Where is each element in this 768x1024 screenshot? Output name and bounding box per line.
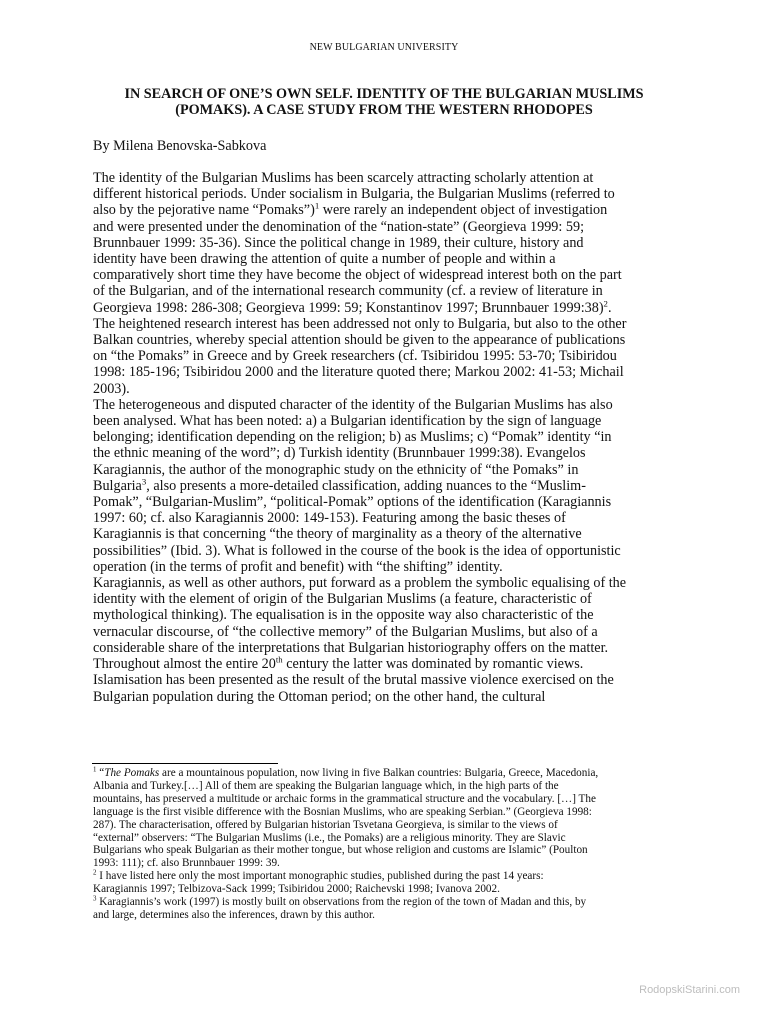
text-line: Brunnbauer 1999: 35-36). Since the political change in 1989, their culture, history and (93, 234, 584, 251)
footnote (93, 870, 693, 896)
footnote (93, 767, 693, 870)
text-fragment: I have listed here only the most important monographic studies, published during the past 14 years: (96, 870, 544, 883)
text-line: operation (in the terms of profit and benefit) with “the shifting” identity. (93, 558, 503, 575)
text-line: The identity of the Bulgarian Muslims has been scarcely attracting scholarly attention at (93, 170, 594, 186)
text-line: mythological thinking). The equalisation is in the opposite way also characteristic of the (93, 607, 594, 624)
footnote (93, 896, 693, 922)
text-line: 287). The characterisation, offered by Bulgarian historian Tsvetana Georgieva, is similar to the views of (93, 818, 558, 831)
footnote-mark: 2 (93, 868, 97, 877)
text-line: Balkan countries, whereby special attention should be given to the appearance of publications (93, 332, 626, 349)
text-line: Bulgarians who speak Bulgarian as their mother tongue, but whose religion and customs are Islamic” (Poulton (93, 844, 588, 857)
text-line: Karagiannis, as well as other authors, put forward as a problem the symbolic equalising of the (93, 575, 627, 592)
text-fragment: “ (96, 767, 105, 779)
footnote-ref: 1 (314, 200, 320, 211)
text-fragment: Throughout almost the entire 20 (93, 656, 276, 673)
text-line: vernacular discourse, of “the collective memory” of the Bulgarian Muslims, but also of a (93, 623, 598, 640)
paragraph (93, 575, 683, 705)
text-line: possibilities” (Ibid. 3). What is followed in the course of the book is the idea of opportunistic (93, 542, 621, 559)
title-line: (POMAKS). A CASE STUDY FROM THE WESTERN RHODOPES (175, 102, 593, 118)
text-fragment: Karagiannis’s work (1997) is mostly built on observations from the region of the town of Madan and this, by (96, 896, 587, 909)
text-line (93, 896, 693, 909)
text-line: Karagiannis 1997; Telbizova-Sack 1999; Tsibiridou 2000; Raichevski 1998; Ivanova 2002. (93, 883, 500, 896)
text-line: the ethnic meaning of the word”; d) Turkish identity (Brunnbauer 1999:38). Evangelos (93, 445, 586, 462)
text-line: 2003). (93, 380, 130, 397)
text-line: Karagiannis, the author of the monographic study on the ethnicity of “the Pomaks” in (93, 461, 579, 478)
text-line: Karagiannis is that concerning “the theory of marginality as a theory of the alternative (93, 526, 582, 543)
site-watermark: RodopskiStarini.com (639, 984, 740, 996)
text-fragment: Bulgaria (93, 477, 142, 494)
text-fragment: were rarely an independent object of investigation (319, 202, 608, 219)
text-line: Pomak”, “Bulgarian-Muslim”, “political-Pomak” options of the identification (Karagiannis (93, 494, 612, 511)
text-line: considerable share of the interpretations that Bulgarian historiography offers on the matter. (93, 639, 609, 656)
text-line: and were presented under the denomination of the “nation-state” (Georgieva 1999: 59; (93, 218, 585, 235)
text-line: different historical periods. Under socialism in Bulgaria, the Bulgarian Muslims (referred to (93, 186, 615, 203)
footnote-ref: 3 (141, 476, 147, 487)
text-fragment: are a mountainous population, now living in five Balkan countries: Bulgaria, Greece, Macedonia, (159, 767, 599, 779)
superscript: th (275, 654, 283, 665)
text-line: on “the Pomaks” in Greece and by Greek researchers (cf. Tsibiridou 1995: 53-70; Tsibiridou (93, 348, 617, 365)
footnote-ref: 2 (603, 297, 608, 308)
paragraph (93, 397, 683, 575)
text-line: identity with the element of origin of the Bulgarian Muslims (a feature, characteristic of (93, 591, 592, 608)
footnotes (93, 767, 693, 922)
paper-title (80, 86, 688, 118)
footnote-mark: 3 (93, 894, 97, 903)
footnote-divider (92, 763, 278, 764)
text-line: Albania and Turkey.[…] All of them are speaking the Bulgarian language which, in the high parts of the (93, 779, 559, 792)
footnote-mark: 1 (93, 765, 97, 774)
text-line: comparatively short time they have become the object of widespread interest both on the part (93, 267, 622, 284)
text-line: language is the first visible difference with the Bosnian Muslims, who are speaking Serbian.” (Georgieva 1998: (93, 805, 592, 818)
text-line: 1998: 185-196; Tsibiridou 2000 and the literature quoted there; Markou 2002: 41-53; Michail (93, 364, 624, 381)
text-line: belonging; identification depending on the religion; b) as Muslims; c) “Pomak” identity “in (93, 429, 612, 446)
text-fragment: Georgieva 1998: 286-308; Georgieva 1999: 59; Konstantinov 1997; Brunnbauer 1999:38) (93, 299, 604, 316)
body-text (93, 170, 683, 705)
text-line: The heterogeneous and disputed character of the identity of the Bulgarian Muslims has also (93, 396, 613, 413)
text-line: Islamisation has been presented as the result of the brutal massive violence exercised on the (93, 672, 614, 689)
paragraph (93, 170, 683, 397)
running-header: NEW BULGARIAN UNIVERSITY (309, 42, 459, 53)
text-fragment: also by the pejorative name “Pomaks”) (93, 202, 315, 219)
text-line (93, 202, 683, 218)
text-line: mountains, has preserved a multitude or archaic forms in the grammatical structure and the vocabulary. […] The (93, 792, 596, 805)
italic-text: The Pomaks (104, 767, 160, 779)
text-line: identity have been drawing the attention of quite a number of people and within a (93, 251, 556, 268)
text-line: “external” observers: “The Bulgarian Muslims (i.e., the Pomaks) are a religious minority. They are Slavic (93, 831, 566, 844)
text-line (93, 767, 693, 780)
text-line: of the Bulgarian, and of the international research community (cf. a review of literature in (93, 283, 603, 300)
title-line: IN SEARCH OF ONE’S OWN SELF. IDENTITY OF THE BULGARIAN MUSLIMS (124, 86, 644, 102)
text-fragment: , also presents a more-detailed classification, adding nuances to the “Muslim- (146, 477, 586, 494)
text-line (93, 297, 683, 316)
author-byline: By Milena Benovska-Sabkova (93, 138, 267, 154)
text-line: The heightened research interest has been addressed not only to Bulgaria, but also to the other (93, 315, 627, 332)
text-line: been analysed. What has been noted: a) a Bulgarian identification by the sign of language (93, 413, 602, 430)
text-line: and large, determines also the inferences, drawn by this author. (93, 908, 375, 921)
text-line (93, 478, 683, 494)
text-fragment: . (607, 299, 612, 316)
text-line (93, 870, 693, 883)
text-line (93, 656, 683, 672)
text-line: 1993: 111); cf. also Brunnbauer 1999: 39. (93, 857, 280, 870)
text-fragment: century the latter was dominated by romantic views. (282, 656, 584, 673)
text-line: Bulgarian population during the Ottoman period; on the other hand, the cultural (93, 688, 546, 705)
text-line: 1997: 60; cf. also Karagiannis 2000: 149-153). Featuring among the basic theses of (93, 510, 566, 527)
